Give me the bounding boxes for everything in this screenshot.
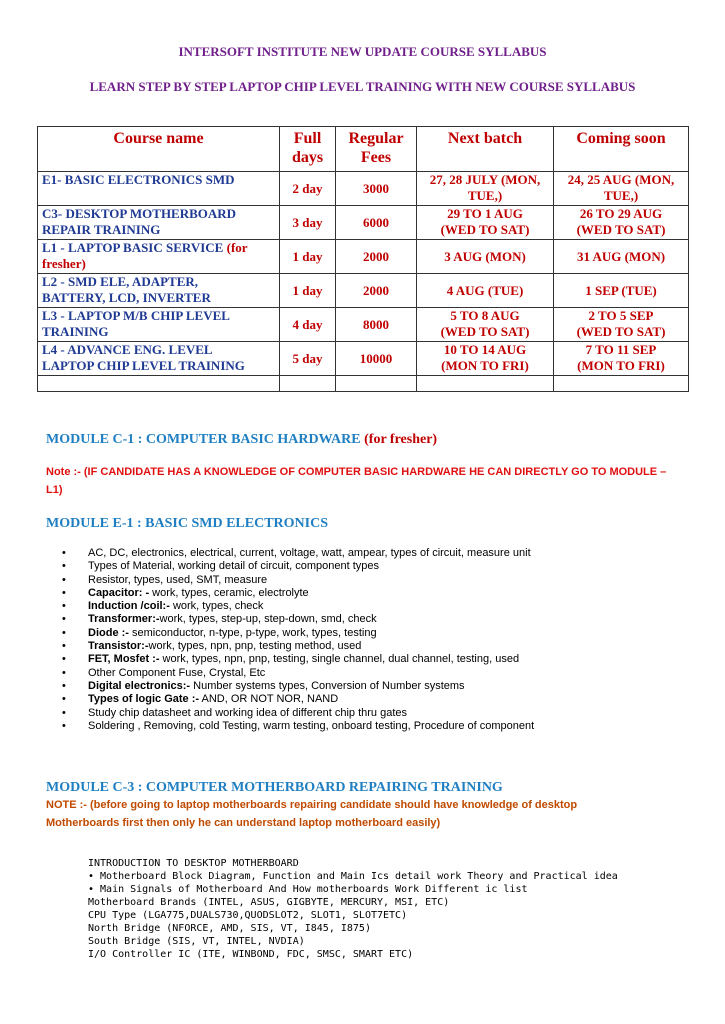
days-cell: 4 day [280, 308, 336, 342]
table-header-row [38, 127, 689, 172]
table-row [38, 172, 689, 206]
list-item: • Study chip datasheet and working idea of different chip thru gates [62, 707, 534, 720]
days-cell: 2 day [280, 172, 336, 206]
days-cell: 1 day [280, 240, 336, 274]
table-row [38, 342, 689, 376]
table-row [38, 274, 689, 308]
table-row-empty [38, 376, 689, 392]
fees-cell: 3000 [336, 172, 417, 206]
list-item: • Transistor:-work, types, npn, pnp, testing method, used [62, 640, 534, 653]
intro-line: • Motherboard Block Diagram, Function and Main Ics detail work Theory and Practical idea [88, 871, 618, 882]
header-coming-soon: Coming soon [554, 127, 689, 172]
module-c3-intro-block [88, 857, 618, 961]
days-cell: 5 day [280, 342, 336, 376]
header-regular-fees: Regular Fees [336, 127, 417, 172]
course-name-cell: C3- DESKTOP MOTHERBOARD REPAIR TRAINING [38, 206, 280, 240]
intro-line: North Bridge (NFORCE, AMD, SIS, VT, I845, I875) [88, 923, 371, 934]
list-item: • Soldering , Removing, cold Testing, warm testing, onboard testing, Procedure of component [62, 720, 534, 733]
course-schedule-table [37, 126, 689, 392]
table-row [38, 206, 689, 240]
module-c1-note: Note :- (IF CANDIDATE HAS A KNOWLEDGE OF COMPUTER BASIC HARDWARE HE CAN DIRECTLY GO TO MODULE – L1) [46, 466, 667, 496]
list-item: • FET, Mosfet :- work, types, npn, pnp, testing, single channel, dual channel, testing, used [62, 653, 534, 666]
list-item: • Transformer:-work, types, step-up, step-down, smd, check [62, 613, 534, 626]
coming-soon-cell: 26 TO 29 AUG (WED TO SAT) [554, 206, 689, 240]
module-c3-note: NOTE :- (before going to laptop motherboards repairing candidate should have knowledge of desktop Motherboards first then only he can understand laptop motherboard easily) [46, 799, 578, 829]
coming-soon-cell: 7 TO 11 SEP (MON TO FRI) [554, 342, 689, 376]
coming-soon-cell: 31 AUG (MON) [554, 240, 689, 274]
intro-line: Motherboard Brands (INTEL, ASUS, GIGBYTE, MERCURY, MSI, ETC) [88, 897, 450, 908]
coming-soon-cell: 1 SEP (TUE) [554, 274, 689, 308]
course-name-cell: E1- BASIC ELECTRONICS SMD [38, 172, 280, 206]
course-name-cell: L2 - SMD ELE, ADAPTER, BATTERY, LCD, INVERTER [38, 274, 280, 308]
page-title: INTERSOFT INSTITUTE NEW UPDATE COURSE SYLLABUS [178, 44, 547, 59]
fees-cell: 2000 [336, 240, 417, 274]
list-item: • Resistor, types, used, SMT, measure [62, 574, 534, 587]
days-cell: 1 day [280, 274, 336, 308]
intro-line: CPU Type (LGA775,DUALS730,QUODSLOT2, SLOT1, SLOT7ETC) [88, 910, 408, 921]
next-batch-cell: 29 TO 1 AUG (WED TO SAT) [417, 206, 554, 240]
course-name-cell: L1 - LAPTOP BASIC SERVICE (for fresher) [38, 240, 280, 274]
list-item: • Diode :- semiconductor, n-type, p-type, work, types, testing [62, 627, 534, 640]
list-item: • Capacitor: - work, types, ceramic, electrolyte [62, 587, 534, 600]
next-batch-cell: 5 TO 8 AUG (WED TO SAT) [417, 308, 554, 342]
table-row [38, 308, 689, 342]
days-cell: 3 day [280, 206, 336, 240]
intro-line: South Bridge (SIS, VT, INTEL, NVDIA) [88, 936, 305, 947]
next-batch-cell: 3 AUG (MON) [417, 240, 554, 274]
module-c3-heading: MODULE C-3 : COMPUTER MOTHERBOARD REPAIRING TRAINING [46, 780, 503, 795]
table-row [38, 240, 689, 274]
header-full-days: Full days [280, 127, 336, 172]
fees-cell: 10000 [336, 342, 417, 376]
page-subtitle: LEARN STEP BY STEP LAPTOP CHIP LEVEL TRAINING WITH NEW COURSE SYLLABUS [89, 79, 636, 94]
next-batch-cell: 10 TO 14 AUG (MON TO FRI) [417, 342, 554, 376]
fees-cell: 8000 [336, 308, 417, 342]
header-next-batch: Next batch [417, 127, 554, 172]
list-item: • Induction /coil:- work, types, check [62, 600, 534, 613]
list-item: • Types of Material, working detail of circuit, component types [62, 560, 534, 573]
list-item: • Digital electronics:- Number systems types, Conversion of Number systems [62, 680, 534, 693]
coming-soon-cell: 2 TO 5 SEP (WED TO SAT) [554, 308, 689, 342]
list-item: • Types of logic Gate :- AND, OR NOT NOR, NAND [62, 693, 534, 706]
intro-line: I/O Controller IC (ITE, WINBOND, FDC, SMSC, SMART ETC) [88, 949, 414, 960]
fees-cell: 2000 [336, 274, 417, 308]
fees-cell: 6000 [336, 206, 417, 240]
course-name-cell: L3 - LAPTOP M/B CHIP LEVEL TRAINING [38, 308, 280, 342]
header-course-name: Course name [38, 127, 280, 172]
course-name-cell: L4 - ADVANCE ENG. LEVEL LAPTOP CHIP LEVEL TRAINING [38, 342, 280, 376]
next-batch-cell: 4 AUG (TUE) [417, 274, 554, 308]
intro-line: INTRODUCTION TO DESKTOP MOTHERBOARD [88, 858, 299, 869]
list-item: • AC, DC, electronics, electrical, current, voltage, watt, ampear, types of circuit, measure unit [62, 547, 534, 560]
next-batch-cell: 27, 28 JULY (MON, TUE,) [417, 172, 554, 206]
coming-soon-cell: 24, 25 AUG (MON, TUE,) [554, 172, 689, 206]
module-e1-heading: MODULE E-1 : BASIC SMD ELECTRONICS [46, 516, 328, 531]
module-e1-topic-list [62, 547, 534, 733]
intro-line: • Main Signals of Motherboard And How motherboards Work Different ic list [88, 884, 528, 895]
list-item: • Other Component Fuse, Crystal, Etc [62, 667, 534, 680]
module-c1-heading: MODULE C-1 : COMPUTER BASIC HARDWARE (for fresher) [46, 432, 438, 447]
